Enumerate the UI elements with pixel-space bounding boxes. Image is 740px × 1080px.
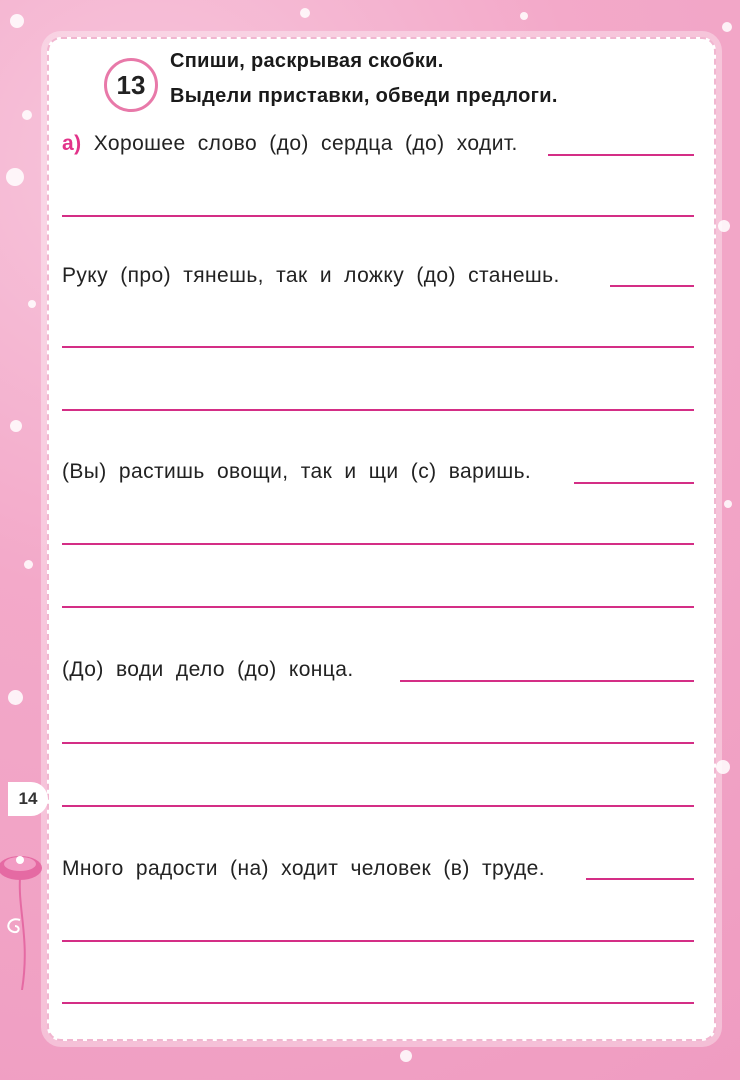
decor-dot [716, 760, 730, 774]
decor-dot [718, 220, 730, 232]
decor-dot [300, 8, 310, 18]
decor-dot [10, 14, 24, 28]
decor-dot [28, 300, 36, 308]
decor-dot [520, 12, 528, 20]
part-label: а) [62, 132, 82, 155]
sentence-2: Руку (про) тянешь, так и ложку (до) станешь. [62, 264, 560, 287]
decor-dot [10, 420, 22, 432]
decor-dot [722, 22, 732, 32]
decor-dot [6, 168, 24, 186]
decor-dot [24, 560, 33, 569]
writing-line[interactable] [400, 680, 694, 682]
sentence-3: (Вы) растишь овощи, так и щи (с) варишь. [62, 460, 532, 483]
writing-line[interactable] [62, 606, 694, 608]
sentence-5: Много радости (на) ходит человек (в) труде. [62, 857, 545, 880]
writing-line[interactable] [574, 482, 694, 484]
writing-line[interactable] [62, 742, 694, 744]
decor-dot [400, 1050, 412, 1062]
writing-line[interactable] [62, 1002, 694, 1004]
writing-line[interactable] [62, 346, 694, 348]
task-instruction-line1: Спиши, раскрывая скобки. [170, 50, 444, 72]
page-number: 14 [8, 782, 48, 816]
writing-line[interactable] [62, 940, 694, 942]
writing-line[interactable] [548, 154, 694, 156]
sentence-text: Хорошее слово (до) сердца (до) ходит. [93, 132, 518, 155]
writing-line[interactable] [62, 215, 694, 217]
task-number-badge: 13 [104, 58, 158, 112]
worksheet-panel [47, 37, 716, 1041]
writing-line[interactable] [586, 878, 694, 880]
writing-line[interactable] [62, 543, 694, 545]
decor-dot [8, 690, 23, 705]
writing-line[interactable] [610, 285, 694, 287]
task-instruction-line2: Выдели приставки, обведи предлоги. [170, 85, 558, 107]
sentence-1 [62, 132, 518, 156]
writing-line[interactable] [62, 805, 694, 807]
decor-dot [22, 110, 32, 120]
flower-icon [0, 850, 50, 990]
decor-dot [724, 500, 732, 508]
sentence-4: (До) води дело (до) конца. [62, 658, 354, 681]
writing-line[interactable] [62, 409, 694, 411]
